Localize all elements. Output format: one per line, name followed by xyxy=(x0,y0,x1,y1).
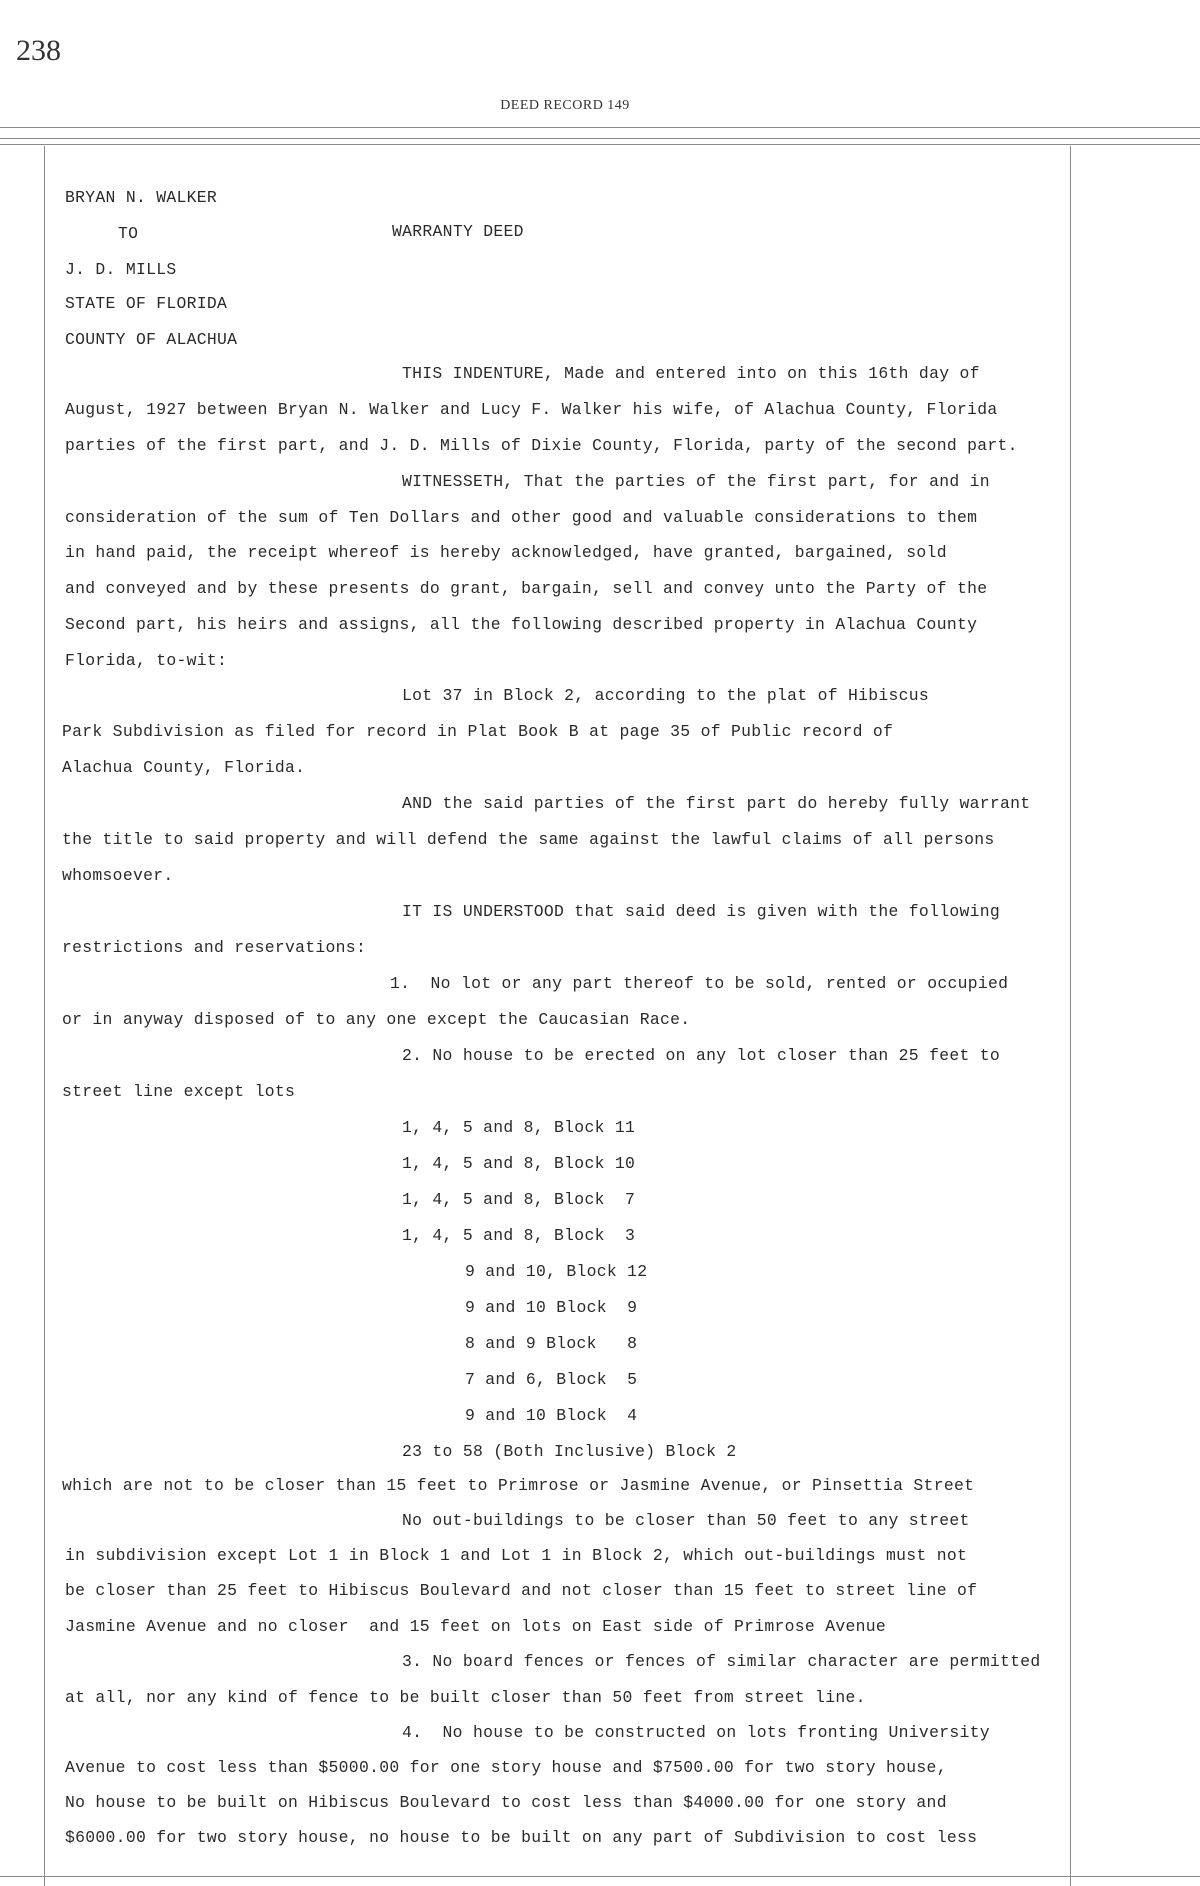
body-line: 4. No house to be constructed on lots fronting University xyxy=(402,1723,990,1742)
left-margin-rule xyxy=(44,146,45,1886)
bottom-rule xyxy=(0,1876,1200,1877)
lot-list-item: 7 and 6, Block 5 xyxy=(465,1370,638,1389)
header-rule-double-bottom xyxy=(0,144,1200,145)
deed-type: WARRANTY DEED xyxy=(392,222,524,241)
body-line: restrictions and reservations: xyxy=(62,938,367,957)
lot-list-item: 9 and 10 Block 4 xyxy=(465,1406,638,1425)
lot-list-item: 23 to 58 (Both Inclusive) Block 2 xyxy=(402,1442,737,1461)
body-line: in hand paid, the receipt whereof is hereby acknowledged, have granted, bargained, sold xyxy=(65,543,947,562)
body-line: which are not to be closer than 15 feet to Primrose or Jasmine Avenue, or Pinsettia Street xyxy=(62,1476,975,1495)
body-line: No house to be built on Hibiscus Boulevard to cost less than $4000.00 for one story and xyxy=(65,1793,947,1812)
lot-list-item: 1, 4, 5 and 8, Block 11 xyxy=(402,1118,636,1137)
body-line: 3. No board fences or fences of similar character are permitted xyxy=(402,1652,1041,1671)
lot-list-item: 1, 4, 5 and 8, Block 7 xyxy=(402,1190,636,1209)
header-rule-double-top xyxy=(0,138,1200,139)
record-header: DEED RECORD 149 xyxy=(500,98,630,113)
lot-list-item: 1, 4, 5 and 8, Block 10 xyxy=(402,1154,636,1173)
body-line: 2. No house to be erected on any lot closer than 25 feet to xyxy=(402,1046,1001,1065)
body-line: in subdivision except Lot 1 in Block 1 and Lot 1 in Block 2, which out-buildings must not xyxy=(65,1546,968,1565)
body-line: Florida, to-wit: xyxy=(65,651,228,670)
to-label: TO xyxy=(118,224,139,243)
body-line: Lot 37 in Block 2, according to the plat of Hibiscus xyxy=(402,686,930,705)
body-line: street line except lots xyxy=(62,1082,296,1101)
body-line: WITNESSETH, That the parties of the first part, for and in xyxy=(402,472,990,491)
lot-list-item: 9 and 10 Block 9 xyxy=(465,1298,638,1317)
body-line: August, 1927 between Bryan N. Walker and Lucy F. Walker his wife, of Alachua County, Florida xyxy=(65,400,998,419)
body-line: Jasmine Avenue and no closer and 15 feet on lots on East side of Primrose Avenue xyxy=(65,1617,887,1636)
body-line: and conveyed and by these presents do grant, bargain, sell and convey unto the Party of the xyxy=(65,579,988,598)
right-margin-rule xyxy=(1070,146,1071,1886)
body-line: Avenue to cost less than $5000.00 for one story house and $7500.00 for two story house, xyxy=(65,1758,947,1777)
body-line: be closer than 25 feet to Hibiscus Boulevard and not closer than 15 feet to street line of xyxy=(65,1581,978,1600)
grantor-name: BRYAN N. WALKER xyxy=(65,188,218,207)
body-line: IT IS UNDERSTOOD that said deed is given with the following xyxy=(402,902,1001,921)
lot-list-item: 8 and 9 Block 8 xyxy=(465,1334,638,1353)
header-rule xyxy=(0,127,1200,128)
body-line: AND the said parties of the first part do hereby fully warrant xyxy=(402,794,1031,813)
body-line: $6000.00 for two story house, no house to be built on any part of Subdivision to cost less xyxy=(65,1828,978,1847)
page-number: 238 xyxy=(16,34,61,67)
body-line: Alachua County, Florida. xyxy=(62,758,306,777)
body-line: whomsoever. xyxy=(62,866,174,885)
body-line: consideration of the sum of Ten Dollars and other good and valuable considerations to them xyxy=(65,508,978,527)
body-line: parties of the first part, and J. D. Mills of Dixie County, Florida, party of the second part. xyxy=(65,436,1018,455)
lot-list-item: 9 and 10, Block 12 xyxy=(465,1262,648,1281)
state-line: STATE OF FLORIDA xyxy=(65,294,228,313)
body-line: at all, nor any kind of fence to be built closer than 50 feet from street line. xyxy=(65,1688,866,1707)
body-line: Second part, his heirs and assigns, all the following described property in Alachua County xyxy=(65,615,978,634)
grantee-name: J. D. MILLS xyxy=(65,260,177,279)
county-line: COUNTY OF ALACHUA xyxy=(65,330,238,349)
body-line: or in anyway disposed of to any one except the Caucasian Race. xyxy=(62,1010,691,1029)
body-line: No out-buildings to be closer than 50 feet to any street xyxy=(402,1511,970,1530)
lot-list-item: 1, 4, 5 and 8, Block 3 xyxy=(402,1226,636,1245)
body-line: the title to said property and will defend the same against the lawful claims of all persons xyxy=(62,830,995,849)
body-line: THIS INDENTURE, Made and entered into on this 16th day of xyxy=(402,364,980,383)
body-line: Park Subdivision as filed for record in Plat Book B at page 35 of Public record of xyxy=(62,722,894,741)
body-line: 1. No lot or any part thereof to be sold, rented or occupied xyxy=(390,974,1009,993)
